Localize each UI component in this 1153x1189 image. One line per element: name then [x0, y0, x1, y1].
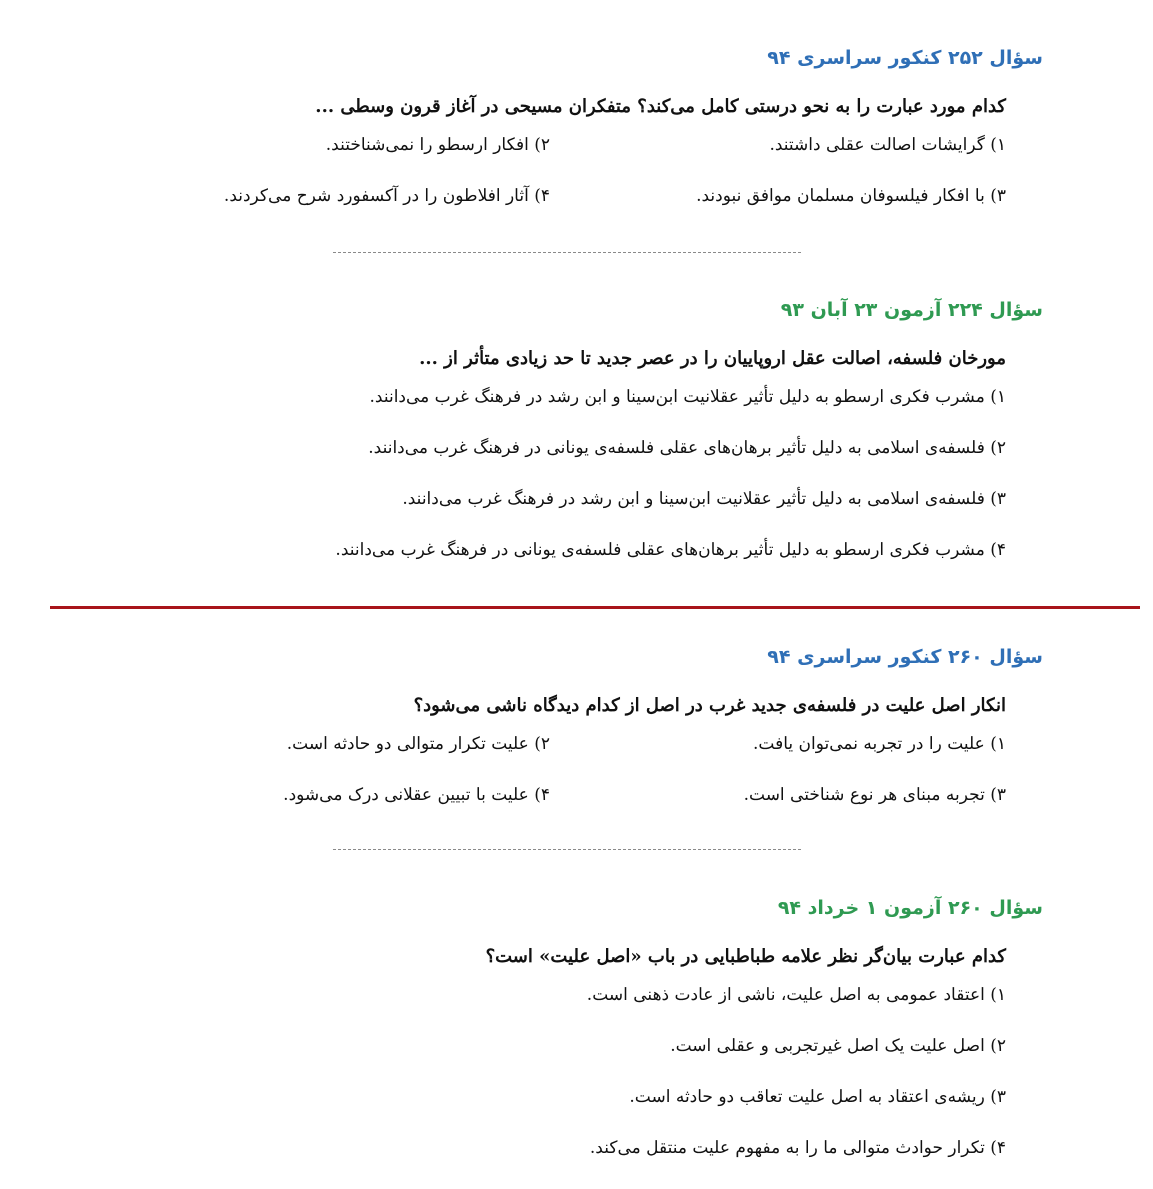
option-4: ۴) آثار افلاطون را در آکسفورد شرح می‌کردند. [223, 186, 550, 206]
dashed-divider [333, 849, 801, 850]
option-4: ۴) تکرار حوادث متوالی ما را به مفهوم علیت منتقل می‌کند. [589, 1138, 1006, 1158]
option-2: ۲) اصل علیت یک اصل غیرتجربی و عقلی است. [670, 1036, 1006, 1056]
options-row [143, 1085, 1006, 1109]
option-1: ۱) علیت را در تجربه نمی‌توان یافت. [752, 734, 1006, 754]
options-row [143, 133, 1006, 157]
question-block-1 [143, 46, 1043, 208]
options-list [143, 133, 1006, 208]
question-block-4 [143, 896, 1043, 1160]
option-1: ۱) اعتقاد عمومی به اصل علیت، ناشی از عادت ذهنی است. [586, 985, 1006, 1005]
option-3: ۳) با افکار فیلسوفان مسلمان موافق نبودند. [696, 186, 1006, 206]
options-row [143, 436, 1006, 460]
option-4: ۴) علیت با تبیین عقلانی درک می‌شود. [283, 785, 550, 805]
option-3: ۳) ریشه‌ی اعتقاد به اصل علیت تعاقب دو حادثه است. [629, 1087, 1006, 1107]
question-block-3 [143, 645, 1043, 807]
option-3: ۳) تجربه مبنای هر نوع شناختی است. [743, 785, 1006, 805]
option-2: ۲) علیت تکرار متوالی دو حادثه است. [286, 734, 550, 754]
options-row [143, 983, 1006, 1007]
question-stem: کدام مورد عبارت را به نحو درستی کامل می‌کند؟ متفکران مسیحی در آغاز قرون وسطی ... [315, 96, 1006, 117]
option-1: ۱) مشرب فکری ارسطو به دلیل تأثیر عقلانیت ابن‌سینا و ابن رشد در فرهنگ غرب می‌دانند. [369, 387, 1006, 407]
options-row [143, 538, 1006, 562]
option-2: ۲) افکار ارسطو را نمی‌شناختند. [325, 135, 550, 155]
question-title: سؤال ۲۶۰ کنکور سراسری ۹۴ [767, 646, 1043, 668]
options-row [143, 783, 1006, 807]
option-2: ۲) فلسفه‌ی اسلامی به دلیل تأثیر برهان‌های عقلی فلسفه‌ی یونانی در فرهنگ غرب می‌دانند. [368, 438, 1006, 458]
question-title: سؤال ۲۵۲ کنکور سراسری ۹۴ [767, 47, 1043, 69]
section-divider [50, 606, 1140, 609]
option-3: ۳) فلسفه‌ی اسلامی به دلیل تأثیر عقلانیت ابن‌سینا و ابن رشد در فرهنگ غرب می‌دانند. [402, 489, 1006, 509]
options-row [143, 1034, 1006, 1058]
question-title: سؤال ۲۶۰ آزمون ۱ خرداد ۹۴ [777, 897, 1043, 919]
options-list [143, 983, 1006, 1160]
question-stem: مورخان فلسفه، اصالت عقل اروپاییان را در عصر جدید تا حد زیادی متأثر از ... [419, 348, 1006, 369]
question-title: سؤال ۲۲۴ آزمون ۲۳ آبان ۹۳ [780, 299, 1043, 321]
option-4: ۴) مشرب فکری ارسطو به دلیل تأثیر برهان‌های عقلی فلسفه‌ی یونانی در فرهنگ غرب می‌دانند. [335, 540, 1006, 560]
question-stem: کدام عبارت بیان‌گر نظر علامه طباطبایی در باب «اصل علیت» است؟ [485, 946, 1006, 967]
options-row [143, 385, 1006, 409]
dashed-divider [333, 252, 801, 253]
question-stem: انکار اصل علیت در فلسفه‌ی جدید غرب در اصل از کدام دیدگاه ناشی می‌شود؟ [413, 695, 1006, 716]
question-block-2 [143, 298, 1043, 562]
options-row [143, 487, 1006, 511]
option-1: ۱) گرایشات اصالت عقلی داشتند. [769, 135, 1006, 155]
options-row [143, 732, 1006, 756]
options-list [143, 732, 1006, 807]
options-row [143, 1136, 1006, 1160]
options-list [143, 385, 1006, 562]
options-row [143, 184, 1006, 208]
